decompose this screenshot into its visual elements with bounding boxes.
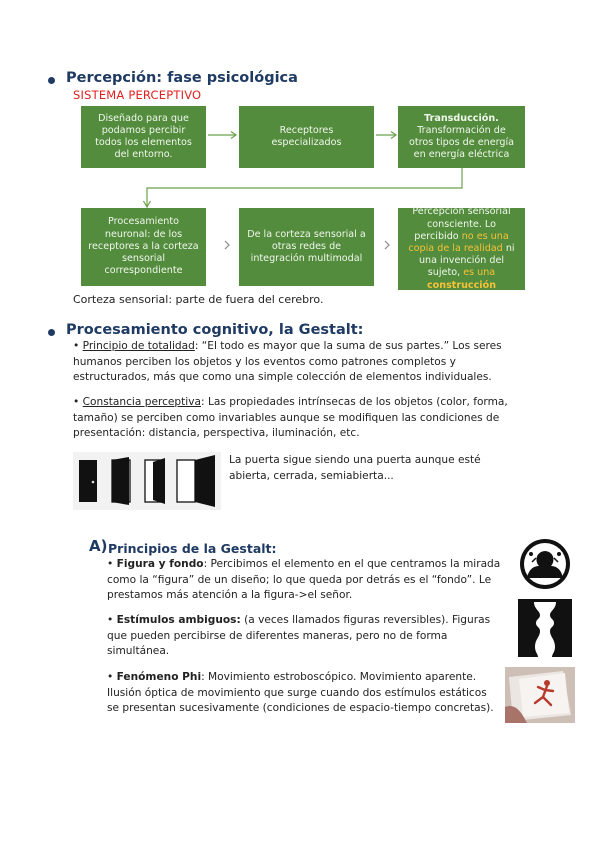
arrow-right-icon: [208, 130, 238, 140]
section-a-letter: A): [89, 537, 108, 555]
fenomeno-phi-item: • Fenómeno Phi: Movimiento estroboscópico. Movimiento aparente. Ilusión óptica de movimiento que surge cuando dos estímulos estáticos se presentan sucesivamente (condiciones de espacio-tiempo concretas).: [107, 671, 494, 714]
flow-box-3-text: Transformación de otros tipos de energía en energía eléctrica: [408, 124, 515, 161]
figura-fondo-label: Figura y fondo: [116, 558, 204, 570]
totalidad-label: Principio de totalidad: [82, 340, 195, 352]
flow-box-5: [239, 208, 374, 286]
flow-box-3-bold: Transducción.: [424, 112, 499, 124]
estimulos-ambiguos-text: (a veces llamados figuras reversibles). Figuras que pueden percibirse de diferentes maneras, pero no de forma simultánea.: [107, 614, 491, 657]
flow-box-2-text: Receptores especializados: [271, 124, 342, 148]
section-title-percepcion: Percepción: fase psicológica: [66, 70, 298, 86]
section-a-title: Principios de la Gestalt:: [108, 541, 277, 556]
bullet-icon: [48, 329, 55, 336]
flow-box-2: [239, 106, 374, 168]
figura-fondo-text: : Percibimos el elemento en el que centramos la mirada como la “figura” de un diseño; lo que queda por detrás es el “fondo”. Le prestamos más atención a la figura->el señor.: [107, 558, 501, 601]
flow-box-1-text: Diseñado para que podamos percibir todos los elementos del entorno.: [95, 112, 192, 161]
flow-box-4: [81, 208, 206, 286]
flow-box-3: [398, 106, 525, 168]
flow-box-6: [398, 208, 525, 290]
chevron-right-icon: [223, 240, 231, 250]
flow-box-6-text-2: ni una invención del sujeto,: [418, 242, 515, 279]
figure-ground-image: [519, 538, 571, 590]
totalidad-text: : “El todo es mayor que la suma de sus partes.” Los seres humanos perciben los objetos y los eventos como patrones completos y estructurados, más que como una simple colección de elementos individuales.: [73, 340, 502, 383]
flow-box-1: [81, 106, 206, 168]
principio-totalidad: • Principio de totalidad: “El todo es mayor que la suma de sus partes.” Los seres humanos perciben los objetos y los eventos como patrones completos y estructurados, más que como una simple colección de elementos individuales.: [73, 340, 502, 383]
chevron-right-icon: [383, 240, 391, 250]
rubin-vase-image: [518, 599, 572, 657]
constancia-label: Constancia perceptiva: [82, 396, 202, 408]
return-arrow-icon: [140, 168, 465, 210]
flow-box-6-highlight-2: es una: [463, 267, 496, 279]
door-caption: La puerta sigue siendo una puerta aunque esté abierta, cerrada, semiabierta...: [229, 454, 481, 482]
sistema-perceptivo-label: SISTEMA PERCEPTIVO: [73, 88, 202, 102]
figura-fondo-item: • Figura y fondo: Percibimos el elemento en el que centramos la mirada como la “figura” de un diseño; lo que queda por detrás es el “fondo”. Le prestamos más atención a la figura->el señor.: [107, 558, 501, 601]
doors-image: [73, 452, 221, 510]
phi-phenomenon-image: [505, 667, 575, 723]
constancia-perceptiva: • Constancia perceptiva: Las propiedades intrínsecas de los objetos (color, forma, tamaño) se perciben como invariables aunque se modifiquen las condiciones de presentación: distancia, perspectiva, iluminación, etc.: [73, 396, 508, 439]
flow-box-6-highlight-3: construcción: [426, 279, 497, 291]
fenomeno-phi-label: Fenómeno Phi: [116, 671, 202, 683]
bullet-icon: [48, 77, 55, 84]
flow-box-5-text: De la corteza sensorial a otras redes de integración multimodal: [247, 228, 366, 265]
corteza-note: Corteza sensorial: parte de fuera del cerebro.: [73, 293, 324, 306]
section-title-gestalt: Procesamiento cognitivo, la Gestalt:: [66, 322, 364, 338]
flow-box-6-text-1: Percepción sensorial consciente. Lo percibido: [412, 206, 511, 242]
constancia-text: : Las propiedades intrínsecas de los objetos (color, forma, tamaño) se perciben como invariables aunque se modifiquen las condiciones de presentación: distancia, perspectiva, iluminación, etc.: [73, 396, 508, 439]
estimulos-ambiguos-item: • Estímulos ambiguos: (a veces llamados figuras reversibles). Figuras que pueden percibirse de diferentes maneras, pero no de forma simultánea.: [107, 614, 491, 657]
arrow-right-icon: [376, 130, 398, 140]
estimulos-ambiguos-label: Estímulos ambiguos:: [116, 614, 241, 626]
flow-box-6-highlight-1: no es una copia de la realidad: [408, 230, 509, 254]
fenomeno-phi-text: : Movimiento estroboscópico. Movimiento aparente. Ilusión óptica de movimiento que surge cuando dos estímulos estáticos se presentan sucesivamente (condiciones de espacio-tiempo concretas).: [107, 671, 494, 714]
flow-box-4-text: Procesamiento neuronal: de los receptores a la corteza sensorial correspondiente: [88, 216, 199, 277]
